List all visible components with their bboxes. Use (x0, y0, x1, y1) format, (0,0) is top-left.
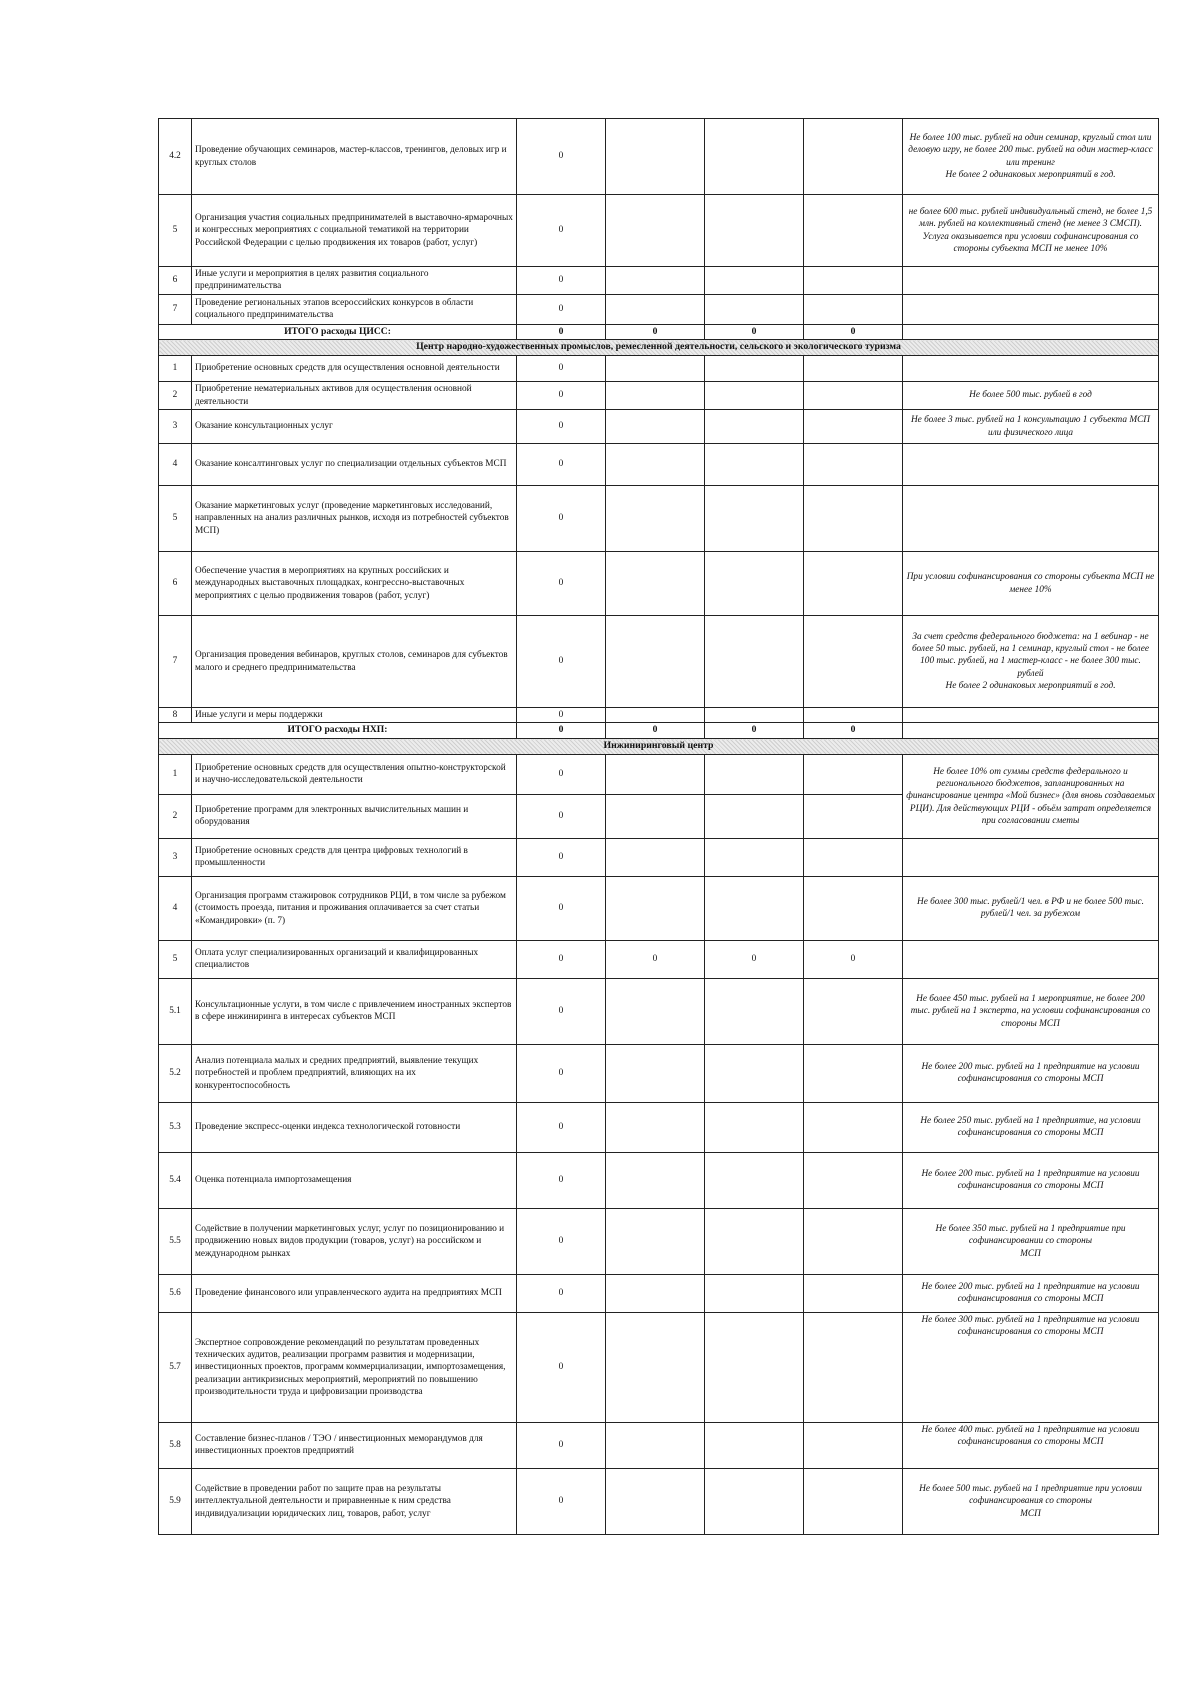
row-description: Проведение экспресс-оценки индекса технологической готовности (192, 1102, 517, 1152)
total-value-v1: 0 (517, 723, 606, 739)
row-number: 5.3 (159, 1102, 192, 1152)
row-value-v3 (705, 444, 804, 486)
row-value-v1: 0 (517, 616, 606, 708)
table-row (159, 410, 1159, 444)
row-value-v4 (804, 410, 903, 444)
row-value-v4 (804, 1102, 903, 1152)
table-row (159, 294, 1159, 324)
table-row (159, 356, 1159, 382)
row-value-v1: 0 (517, 119, 606, 195)
row-description: Приобретение основных средств для осуществления опытно-конструкторской и научно-исследовательской деятельности (192, 754, 517, 794)
row-description: Проведение финансового или управленческого аудита на предприятиях МСП (192, 1274, 517, 1312)
row-note (903, 940, 1159, 978)
row-value-v1: 0 (517, 382, 606, 410)
row-value-v2 (606, 1044, 705, 1102)
table-row (159, 444, 1159, 486)
total-row (159, 723, 1159, 739)
row-note (903, 444, 1159, 486)
row-note: Не более 3 тыс. рублей на 1 консультацию 1 субъекта МСП или физического лица (903, 410, 1159, 444)
row-value-v4 (804, 1274, 903, 1312)
row-note: Не более 500 тыс. рублей в год (903, 382, 1159, 410)
row-value-v2 (606, 876, 705, 940)
row-value-v3 (705, 1044, 804, 1102)
section-header-row (159, 340, 1159, 356)
row-value-v1: 0 (517, 356, 606, 382)
row-value-v4 (804, 356, 903, 382)
row-value-v2 (606, 486, 705, 552)
row-description: Приобретение основных средств для центра цифровых технологий в промышленности (192, 838, 517, 876)
total-label: ИТОГО расходы ЦИСС: (159, 324, 517, 340)
row-description: Иные услуги и мероприятия в целях развития социального предпринимательства (192, 267, 517, 295)
row-value-v1: 0 (517, 1044, 606, 1102)
row-description: Оказание маркетинговых услуг (проведение маркетинговых исследований, направленных на анализ различных рынков, исходя из потребностей субъектов МСП) (192, 486, 517, 552)
table-row (159, 1312, 1159, 1422)
row-note: За счет средств федерального бюджета: на 1 вебинар - не более 50 тыс. рублей, на 1 семинар, круглый стол - не более 100 тыс. рублей, на 1 мастер-класс - не более 300 тыс. рублей Не более 2 одинаковых мероприятий в год. (903, 616, 1159, 708)
row-value-v3 (705, 754, 804, 794)
row-number: 1 (159, 754, 192, 794)
row-number: 3 (159, 410, 192, 444)
row-number: 5.5 (159, 1208, 192, 1274)
row-value-v2 (606, 444, 705, 486)
row-value-v4 (804, 444, 903, 486)
row-value-v1: 0 (517, 1312, 606, 1422)
row-note: Не более 200 тыс. рублей на 1 предприятие на условии софинансирования со стороны МСП (903, 1274, 1159, 1312)
section-header-row (159, 739, 1159, 755)
row-value-v1: 0 (517, 1208, 606, 1274)
row-value-v3 (705, 1152, 804, 1208)
row-number: 5 (159, 940, 192, 978)
row-value-v2 (606, 119, 705, 195)
row-description: Организация проведения вебинаров, круглых столов, семинаров для субъектов малого и среднего предпринимательства (192, 616, 517, 708)
row-note: Не более 10% от суммы средств федерального и регионального бюджетов, запланированных на финансирование центра «Мой бизнес» (для вновь создаваемых РЦИ). Для действующих РЦИ - объём затрат определяется при согласовании сметы (903, 754, 1159, 838)
total-value-v3: 0 (705, 324, 804, 340)
row-description: Анализ потенциала малых и средних предприятий, выявление текущих потребностей и проблем предприятий, влияющих на их конкурентоспособность (192, 1044, 517, 1102)
row-value-v2 (606, 794, 705, 838)
row-value-v1: 0 (517, 940, 606, 978)
row-value-v3 (705, 382, 804, 410)
row-value-v3 (705, 1102, 804, 1152)
table-row (159, 486, 1159, 552)
row-description: Консультационные услуги, в том числе с привлечением иностранных экспертов в сфере инжиниринга в интересах субъектов МСП (192, 978, 517, 1044)
total-value-v1: 0 (517, 324, 606, 340)
section-title: Инжиниринговый центр (159, 739, 1159, 755)
table-body (159, 119, 1159, 1535)
row-value-v3 (705, 616, 804, 708)
row-number: 2 (159, 382, 192, 410)
row-value-v1: 0 (517, 267, 606, 295)
row-description: Оказание консультационных услуг (192, 410, 517, 444)
row-note: Не более 450 тыс. рублей на 1 мероприятие, не более 200 тыс. рублей на 1 эксперта, на условии софинансирования со стороны МСП (903, 978, 1159, 1044)
row-value-v3 (705, 838, 804, 876)
row-value-v4 (804, 1468, 903, 1534)
row-value-v1: 0 (517, 444, 606, 486)
row-note (903, 356, 1159, 382)
row-value-v4 (804, 382, 903, 410)
row-value-v2 (606, 754, 705, 794)
row-value-v2 (606, 978, 705, 1044)
row-value-v4 (804, 195, 903, 267)
row-value-v4 (804, 1312, 903, 1422)
total-note-cell (903, 723, 1159, 739)
row-value-v2 (606, 708, 705, 723)
row-value-v3 (705, 708, 804, 723)
row-description: Организация программ стажировок сотрудников РЦИ, в том числе за рубежом (стоимость проезда, питания и проживания оплачивается за счет статьи «Командировки» (п. 7) (192, 876, 517, 940)
row-note: Не более 300 тыс. рублей/1 чел. в РФ и не более 500 тыс. рублей/1 чел. за рубежом (903, 876, 1159, 940)
table-row (159, 708, 1159, 723)
row-value-v3 (705, 356, 804, 382)
row-value-v4 (804, 1044, 903, 1102)
table-row (159, 838, 1159, 876)
row-value-v1: 0 (517, 1468, 606, 1534)
row-value-v1: 0 (517, 1152, 606, 1208)
table-row (159, 1468, 1159, 1534)
row-note: Не более 500 тыс. рублей на 1 предприятие при условии софинансирования со стороны МСП (903, 1468, 1159, 1534)
row-number: 8 (159, 708, 192, 723)
row-description: Приобретение программ для электронных вычислительных машин и оборудования (192, 794, 517, 838)
row-note (903, 708, 1159, 723)
row-value-v1: 0 (517, 876, 606, 940)
row-value-v4 (804, 794, 903, 838)
row-value-v2 (606, 195, 705, 267)
table-row (159, 1422, 1159, 1468)
total-label: ИТОГО расходы НХП: (159, 723, 517, 739)
row-description: Приобретение основных средств для осуществления основной деятельности (192, 356, 517, 382)
table-row (159, 1208, 1159, 1274)
row-value-v1: 0 (517, 552, 606, 616)
row-value-v2 (606, 616, 705, 708)
row-value-v3: 0 (705, 940, 804, 978)
row-note: Не более 200 тыс. рублей на 1 предприятие на условии софинансирования со стороны МСП (903, 1152, 1159, 1208)
row-value-v3 (705, 119, 804, 195)
row-number: 4.2 (159, 119, 192, 195)
row-value-v3 (705, 267, 804, 295)
table-row (159, 1152, 1159, 1208)
table-row (159, 978, 1159, 1044)
row-value-v3 (705, 978, 804, 1044)
table-row (159, 1044, 1159, 1102)
row-value-v2 (606, 356, 705, 382)
row-number: 5 (159, 195, 192, 267)
row-value-v3 (705, 410, 804, 444)
row-note: не более 600 тыс. рублей индивидуальный стенд, не более 1,5 млн. рублей на коллективный стенд (не менее 3 СМСП). Услуга оказывается при условии софинансирования со стороны субъекта МСП не менее 10% (903, 195, 1159, 267)
row-value-v3 (705, 294, 804, 324)
row-number: 5.1 (159, 978, 192, 1044)
row-value-v2: 0 (606, 940, 705, 978)
row-value-v3 (705, 1274, 804, 1312)
row-number: 5.2 (159, 1044, 192, 1102)
row-value-v4 (804, 1152, 903, 1208)
row-description: Экспертное сопровождение рекомендаций по результатам проведенных технических аудитов, реализации программ развития и модернизации, инвестиционных проектов, программ коммерциализации, импортозамещения, реализации антикризисных мероприятий, мероприятий по повышению производительности труда и цифровизации производства (192, 1312, 517, 1422)
row-value-v4: 0 (804, 940, 903, 978)
row-value-v3 (705, 552, 804, 616)
row-value-v3 (705, 1422, 804, 1468)
row-value-v2 (606, 552, 705, 616)
row-number: 5 (159, 486, 192, 552)
row-value-v1: 0 (517, 1422, 606, 1468)
budget-table (158, 118, 1159, 1535)
table-row (159, 119, 1159, 195)
row-number: 6 (159, 267, 192, 295)
row-description: Обеспечение участия в мероприятиях на крупных российских и международных выставочных площадках, конгрессно-выставочных мероприятиях с целью продвижения товаров (работ, услуг) (192, 552, 517, 616)
row-value-v2 (606, 1102, 705, 1152)
row-value-v1: 0 (517, 294, 606, 324)
row-value-v4 (804, 119, 903, 195)
table-row (159, 552, 1159, 616)
row-number: 4 (159, 876, 192, 940)
row-number: 7 (159, 294, 192, 324)
row-number: 6 (159, 552, 192, 616)
row-note (903, 294, 1159, 324)
total-value-v2: 0 (606, 324, 705, 340)
row-value-v4 (804, 486, 903, 552)
table-row (159, 1102, 1159, 1152)
row-description: Организация участия социальных предпринимателей в выставочно-ярмарочных и конгрессных мероприятиях с социальной тематикой на территории Российской Федерации с целью продвижения их товаров (работ, услуг) (192, 195, 517, 267)
row-note: Не более 200 тыс. рублей на 1 предприятие на условии софинансирования со стороны МСП (903, 1044, 1159, 1102)
total-value-v3: 0 (705, 723, 804, 739)
row-note: Не более 250 тыс. рублей на 1 предприятие, на условии софинансирования со стороны МСП (903, 1102, 1159, 1152)
table-row (159, 267, 1159, 295)
section-title: Центр народно-художественных промыслов, ремесленной деятельности, сельского и экологического туризма (159, 340, 1159, 356)
table-row (159, 382, 1159, 410)
row-number: 4 (159, 444, 192, 486)
row-value-v2 (606, 1208, 705, 1274)
row-value-v4 (804, 1208, 903, 1274)
row-number: 3 (159, 838, 192, 876)
row-value-v4 (804, 1422, 903, 1468)
row-value-v2 (606, 1312, 705, 1422)
row-value-v4 (804, 708, 903, 723)
row-value-v4 (804, 838, 903, 876)
row-number: 5.4 (159, 1152, 192, 1208)
row-note: Не более 350 тыс. рублей на 1 предприятие при софинансировании со стороны МСП (903, 1208, 1159, 1274)
row-number: 5.8 (159, 1422, 192, 1468)
total-value-v4: 0 (804, 723, 903, 739)
row-description: Составление бизнес-планов / ТЭО / инвестиционных меморандумов для инвестиционных проектов предприятий (192, 1422, 517, 1468)
total-value-v4: 0 (804, 324, 903, 340)
row-description: Содействие в получении маркетинговых услуг, услуг по позиционированию и продвижению новых видов продукции (товаров, услуг) на российском и международном рынках (192, 1208, 517, 1274)
row-value-v2 (606, 267, 705, 295)
row-note: Не более 100 тыс. рублей на один семинар, круглый стол или деловую игру, не более 200 тыс. рублей на один мастер-класс или тренинг Не более 2 одинаковых мероприятий в год. (903, 119, 1159, 195)
row-value-v3 (705, 1468, 804, 1534)
row-value-v1: 0 (517, 838, 606, 876)
row-value-v2 (606, 382, 705, 410)
row-note: При условии софинансирования со стороны субъекта МСП не менее 10% (903, 552, 1159, 616)
total-row (159, 324, 1159, 340)
row-value-v1: 0 (517, 978, 606, 1044)
row-value-v4 (804, 978, 903, 1044)
table-row (159, 1274, 1159, 1312)
row-value-v4 (804, 616, 903, 708)
table-row (159, 940, 1159, 978)
row-value-v1: 0 (517, 410, 606, 444)
row-value-v2 (606, 1152, 705, 1208)
row-note (903, 838, 1159, 876)
row-value-v3 (705, 1312, 804, 1422)
row-value-v1: 0 (517, 195, 606, 267)
row-value-v3 (705, 486, 804, 552)
row-value-v1: 0 (517, 794, 606, 838)
row-value-v2 (606, 410, 705, 444)
row-value-v4 (804, 876, 903, 940)
row-value-v1: 0 (517, 708, 606, 723)
row-note (903, 486, 1159, 552)
table-row (159, 616, 1159, 708)
row-number: 5.7 (159, 1312, 192, 1422)
row-note: Не более 400 тыс. рублей на 1 предприятие на условии софинансирования со стороны МСП (903, 1422, 1159, 1468)
row-value-v4 (804, 267, 903, 295)
row-description: Оценка потенциала импортозамещения (192, 1152, 517, 1208)
row-value-v2 (606, 838, 705, 876)
row-number: 1 (159, 356, 192, 382)
row-description: Содействие в проведении работ по защите прав на результаты интеллектуальной деятельности и приравненные к ним средства индивидуализации юридических лиц, товаров, работ, услуг (192, 1468, 517, 1534)
row-value-v1: 0 (517, 1274, 606, 1312)
row-description: Проведение обучающих семинаров, мастер-классов, тренингов, деловых игр и круглых столов (192, 119, 517, 195)
row-note (903, 267, 1159, 295)
row-description: Проведение региональных этапов всероссийских конкурсов в области социального предпринимательства (192, 294, 517, 324)
row-number: 5.9 (159, 1468, 192, 1534)
total-value-v2: 0 (606, 723, 705, 739)
row-value-v4 (804, 754, 903, 794)
table-row (159, 876, 1159, 940)
row-value-v4 (804, 294, 903, 324)
row-number: 2 (159, 794, 192, 838)
row-value-v3 (705, 195, 804, 267)
row-description: Приобретение нематериальных активов для осуществления основной деятельности (192, 382, 517, 410)
row-value-v1: 0 (517, 486, 606, 552)
row-number: 7 (159, 616, 192, 708)
table-row (159, 754, 1159, 794)
row-number: 5.6 (159, 1274, 192, 1312)
table-row (159, 195, 1159, 267)
row-value-v4 (804, 552, 903, 616)
row-note: Не более 300 тыс. рублей на 1 предприятие на условии софинансирования со стороны МСП (903, 1312, 1159, 1422)
row-description: Оказание консалтинговых услуг по специализации отдельных субъектов МСП (192, 444, 517, 486)
row-description: Иные услуги и меры поддержки (192, 708, 517, 723)
row-value-v2 (606, 294, 705, 324)
row-value-v3 (705, 794, 804, 838)
row-value-v3 (705, 1208, 804, 1274)
row-value-v2 (606, 1274, 705, 1312)
row-value-v1: 0 (517, 1102, 606, 1152)
row-description: Оплата услуг специализированных организаций и квалифицированных специалистов (192, 940, 517, 978)
row-value-v2 (606, 1422, 705, 1468)
row-value-v2 (606, 1468, 705, 1534)
row-value-v3 (705, 876, 804, 940)
total-note-cell (903, 324, 1159, 340)
row-value-v1: 0 (517, 754, 606, 794)
